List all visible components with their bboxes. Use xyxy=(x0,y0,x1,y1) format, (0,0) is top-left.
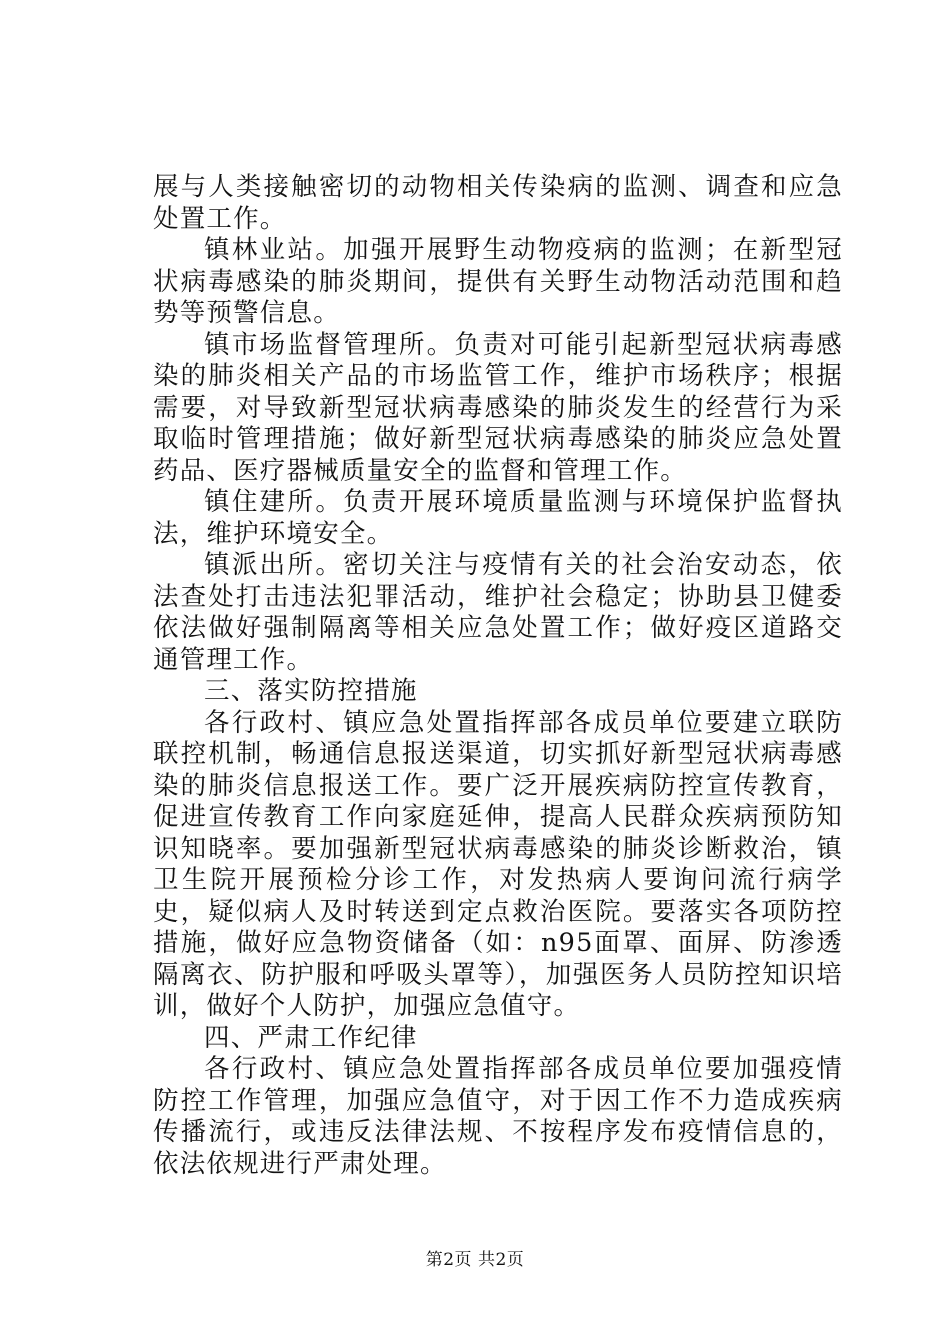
paragraph-continuation: 展与人类接触密切的动物相关传染病的监测、调查和应急处置工作。 xyxy=(153,172,843,234)
section-heading-3: 三、落实防控措施 xyxy=(204,676,418,706)
paragraph-market-supervision: 镇市场监督管理所。负责对可能引起新型冠状病毒感染的肺炎相关产品的市场监管工作，维护市场秩序；根据需要，对导致新型冠状病毒感染的肺炎发生的经营行为采取临时管理措施；做好新型冠状病毒感染的肺炎应急处置药品、医疗器械质量安全的监督和管理工作。 xyxy=(153,329,843,486)
paragraph-work-discipline: 各行政村、镇应急处置指挥部各成员单位要加强疫情防控工作管理，加强应急值守，对于因工作不力造成疾病传播流行，或违反法律法规、不按程序发布疫情信息的，依法依规进行严肃处理。 xyxy=(153,1054,843,1179)
paragraph-forestry-station: 镇林业站。加强开展野生动物疫病的监测；在新型冠状病毒感染的肺炎期间，提供有关野生动物活动范围和趋势等预警信息。 xyxy=(153,235,843,328)
paragraph-housing-construction: 镇住建所。负责开展环境质量监测与环境保护监督执法，维护环境安全。 xyxy=(153,487,843,549)
document-body xyxy=(153,172,843,1180)
paragraph-prevention-measures: 各行政村、镇应急处置指挥部各成员单位要建立联防联控机制，畅通信息报送渠道，切实抓好新型冠状病毒感染的肺炎信息报送工作。要广泛开展疾病防控宣传教育，促进宣传教育工作向家庭延伸，提高人民群众疾病预防知识知晓率。要加强新型冠状病毒感染的肺炎诊断救治，镇卫生院开展预检分诊工作，对发热病人要询问流行病学史，疑似病人及时转送到定点救治医院。要落实各项防控措施，做好应急物资储备（如：n95面罩、面屏、防渗透隔离衣、防护服和呼吸头罩等），加强医务人员防控知识培训，做好个人防护，加强应急值守。 xyxy=(153,707,843,1021)
page-number-footer: 第2页 共2页 xyxy=(425,1250,525,1270)
section-heading-4: 四、严肃工作纪律 xyxy=(204,1022,418,1053)
paragraph-police-station: 镇派出所。密切关注与疫情有关的社会治安动态，依法查处打击违法犯罪活动，维护社会稳定；协助县卫健委依法做好强制隔离等相关应急处置工作；做好疫区道路交通管理工作。 xyxy=(153,550,843,675)
